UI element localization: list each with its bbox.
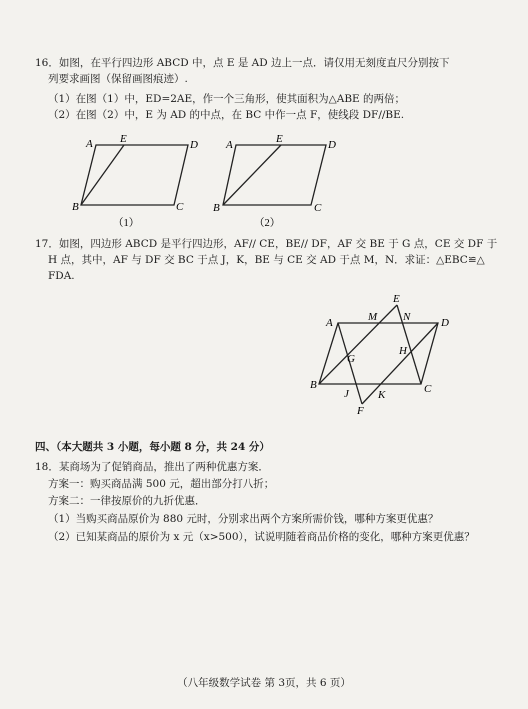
fig1-caption: （1）: [113, 218, 140, 229]
q16-part1: （1）在图（1）中，ED=2AE，作一个三角形，使其面积为△ABE 的两倍；: [48, 93, 406, 105]
q17-label-m: M: [368, 311, 378, 323]
q17-label-g: G: [347, 353, 355, 365]
fig2-label-a: A: [226, 139, 233, 151]
q17-label-h: H: [399, 345, 407, 357]
q17-label-b: B: [310, 379, 317, 391]
fig1-label-c: C: [176, 201, 184, 213]
fig1-segment-be: [81, 145, 124, 205]
fig1-label-b: B: [72, 201, 79, 213]
q17-label-c: C: [424, 383, 432, 395]
fig2-caption: （2）: [254, 218, 281, 229]
q16-line1: 16．如图，在平行四边形 ABCD 中，点 E 是 AD 边上一点．请仅用无刻度直尺分别按下: [35, 57, 450, 69]
q18-line1: 18．某商场为了促销商品，推出了两种优惠方案．: [35, 461, 269, 473]
q17-line3: FDA.: [48, 270, 75, 282]
fig2-label-e: E: [276, 133, 283, 145]
q16-line2: 列要求画图（保留画图痕迹）.: [48, 73, 188, 85]
q17-label-d: D: [441, 317, 449, 329]
q17-line2: H 点，其中，AF 与 DF 交 BC 于点 J，K，BE 与 CE 交 AD 于点 M，N．求证：△EBC≌△: [48, 254, 485, 266]
q17-line1: 17．如图，四边形 ABCD 是平行四边形，AF// CE，BE// DF，AF 交 BE 于 G 点，CE 交 DF 于: [35, 238, 498, 250]
q17-label-e: E: [393, 293, 400, 305]
q18-part1: （1）当购买商品原价为 880 元时，分别求出两个方案所需价钱，哪种方案更优惠？: [48, 513, 439, 525]
fig1-parallelogram: [81, 145, 188, 205]
fig2-label-b: B: [213, 202, 220, 214]
fig1-label-a: A: [86, 138, 93, 150]
q17-label-n: N: [403, 311, 411, 323]
q18-plan1: 方案一：购买商品满 500 元，超出部分打八折；: [48, 478, 275, 490]
fig2-label-c: C: [314, 202, 322, 214]
fig2-label-d: D: [328, 139, 336, 151]
fig1-label-d: D: [190, 139, 198, 151]
q17-parallelogram: [319, 323, 438, 384]
fig2-segment-be: [223, 145, 281, 205]
q17-label-k: K: [378, 389, 386, 401]
q16-part2: （2）在图（2）中，E 为 AD 的中点，在 BC 中作一点 F，使线段 DF//BE.: [48, 109, 405, 121]
q18-plan2: 方案二：一律按原价的九折优惠．: [48, 495, 206, 507]
fig2-parallelogram: [223, 145, 326, 205]
q18-part2: （2）已知某商品的原价为 x 元（x>500），试说明随着商品价格的变化，哪种方案更优惠？: [48, 531, 475, 543]
q17-label-f: F: [357, 405, 364, 417]
q16-figure-1: [81, 145, 188, 205]
q17-label-j: J: [344, 388, 349, 400]
q17-label-a: A: [326, 317, 333, 329]
fig1-label-e: E: [120, 133, 127, 145]
page-footer: （八年级数学试卷 第 3页，共 6 页）: [177, 677, 351, 689]
section4-heading: 四、（本大题共 3 小题，每小题 8 分，共 24 分）: [35, 441, 270, 453]
q16-figure-2: [223, 145, 326, 205]
